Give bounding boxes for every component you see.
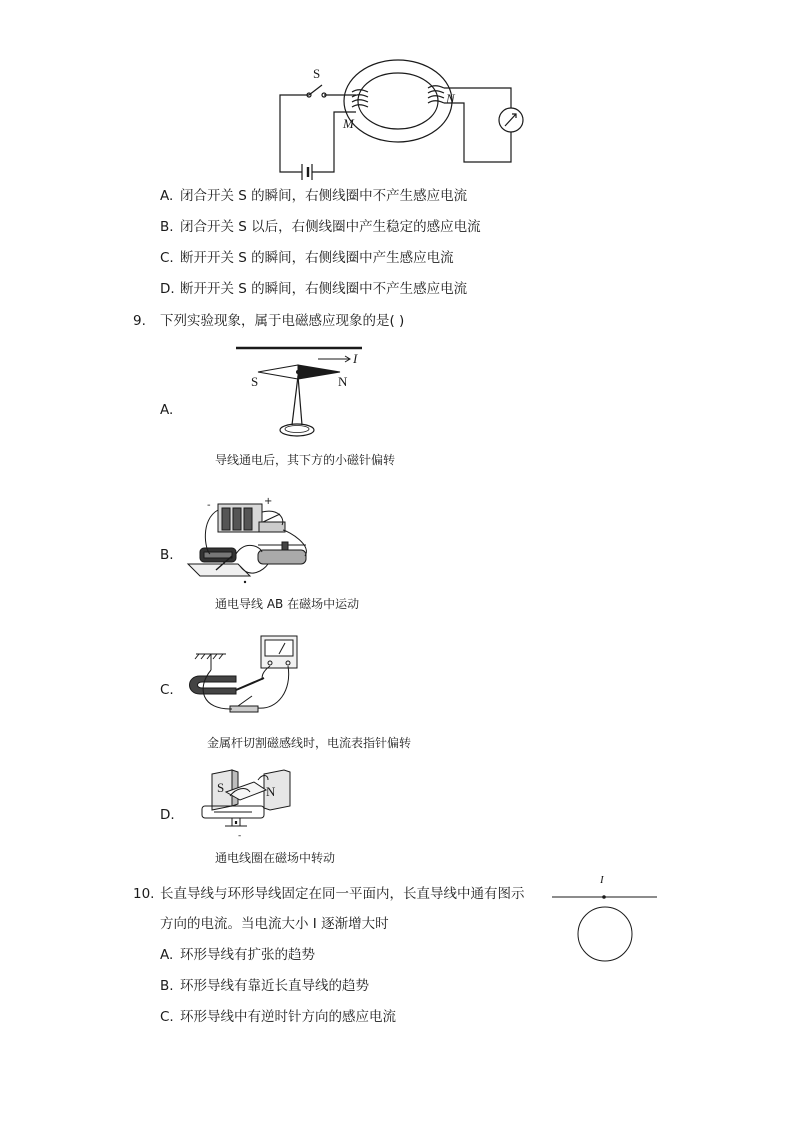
q10-current-label: I	[600, 874, 604, 886]
q9-b-caption: 通电导线 AB 在磁场中运动	[215, 597, 360, 611]
option-letter: A.	[160, 947, 174, 963]
q9-c-caption: 金属杆切割磁感线时，电流表指针偏转	[207, 736, 412, 750]
q9-number: 9.	[133, 313, 146, 329]
q10-number: 10.	[133, 886, 155, 902]
q9-a-s-label: S	[251, 374, 259, 389]
q10-stem-line1: 长直导线与环形导线固定在同一平面内，长直导线中通有图示	[160, 886, 525, 902]
q9-stem: 下列实验现象，属于电磁感应现象的是( )	[160, 313, 405, 329]
q9-d-caption: 通电线圈在磁场中转动	[215, 851, 336, 865]
option-letter: A.	[160, 188, 174, 204]
q9-b-apparatus-figure	[0, 490, 794, 590]
q8-option-b[interactable]	[160, 218, 481, 236]
q9-a-current-label: I	[353, 351, 358, 366]
q8-coil-n-label: N	[446, 91, 455, 106]
option-text: 断开开关 S 的瞬间，右侧线圈中产生感应电流	[180, 250, 454, 266]
q9-option-b-letter[interactable]: B.	[160, 547, 174, 563]
option-text: 闭合开关 S 以后，右侧线圈中产生稳定的感应电流	[180, 219, 481, 235]
option-letter: D.	[160, 281, 175, 297]
option-letter: B.	[160, 219, 174, 235]
q8-option-a[interactable]	[160, 187, 467, 205]
q9-c-apparatus-figure	[0, 630, 794, 720]
option-text: 断开开关 S 的瞬间，右侧线圈中不产生感应电流	[180, 281, 468, 297]
option-letter: B.	[160, 978, 174, 994]
q8-coil-m-label: M	[343, 116, 354, 131]
q8-circuit-figure	[0, 0, 794, 200]
option-text: 环形导线有靠近长直导线的趋势	[180, 978, 369, 994]
option-letter: C.	[160, 1009, 174, 1025]
q10-option-b[interactable]	[160, 977, 369, 995]
q9-option-c-letter[interactable]: C.	[160, 682, 174, 698]
svg-text:-: -	[238, 831, 242, 841]
q10-option-a[interactable]	[160, 946, 315, 964]
q10-wire-loop-figure	[0, 870, 794, 970]
q10-stem-line2: 方向的电流。当电流大小 I 逐渐增大时	[160, 916, 389, 932]
q8-option-c[interactable]	[160, 249, 454, 267]
q9-a-compass-figure	[0, 340, 794, 460]
q8-switch-label: S	[313, 66, 321, 81]
q9-option-a-letter[interactable]: A.	[160, 402, 174, 418]
q8-option-d[interactable]	[160, 280, 467, 298]
svg-text:-: -	[207, 500, 211, 511]
option-text: 环形导线中有逆时针方向的感应电流	[180, 1009, 396, 1025]
q9-a-n-label: N	[338, 374, 348, 389]
option-text: 环形导线有扩张的趋势	[180, 947, 315, 963]
q9-d-motor-figure	[0, 760, 794, 840]
svg-text:+: +	[264, 496, 273, 507]
q9-d-s-label: S	[217, 780, 225, 795]
q10-option-c[interactable]	[160, 1008, 396, 1026]
q9-a-caption: 导线通电后，其下方的小磁针偏转	[215, 453, 396, 467]
option-text: 闭合开关 S 的瞬间，右侧线圈中不产生感应电流	[180, 188, 468, 204]
option-letter: C.	[160, 250, 174, 266]
q9-option-d-letter[interactable]: D.	[160, 807, 175, 823]
q9-d-n-label: N	[266, 784, 276, 799]
